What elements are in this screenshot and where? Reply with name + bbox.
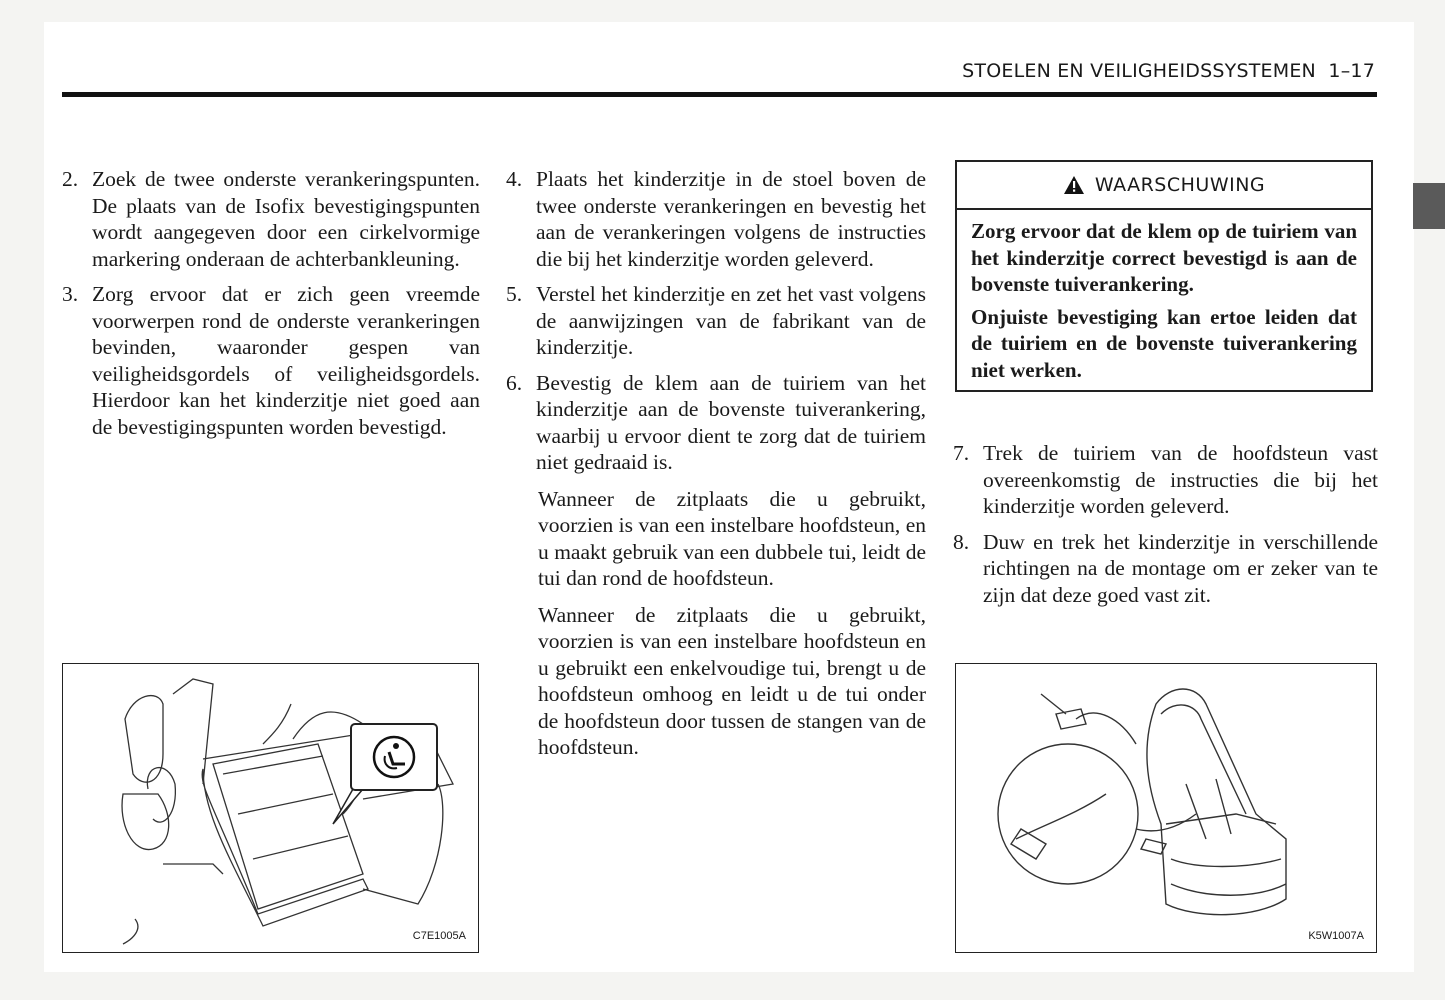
body-paragraph: Wanneer de zitplaats die u gebruikt, voorzien is van een instelbare hoofdsteun, en u maakt gebruik van een dubbele tui, leidt de tui dan rond de hoofdsteun.: [538, 486, 926, 590]
item-number: 5.: [506, 282, 523, 306]
figure-child-seat-tether: [955, 663, 1377, 953]
header-rule: [62, 92, 1377, 97]
item-number: 2.: [62, 167, 79, 191]
item-text: Trek de tuiriem van de hoofdsteun vast overeenkomstig de instructies die bij het kinderzitje worden geleverd.: [983, 441, 1378, 518]
list-item: [62, 166, 480, 272]
child-seat-tether-illustration: [956, 664, 1376, 952]
list-item: [953, 440, 1378, 520]
list-item: [506, 166, 926, 272]
left-column: [62, 166, 480, 449]
right-column: [953, 440, 1378, 617]
item-number: 3.: [62, 282, 79, 306]
item-number: 6.: [506, 370, 523, 395]
item-number: 7.: [953, 441, 970, 465]
item-number: 4.: [506, 167, 523, 191]
warning-body: [957, 210, 1371, 383]
rear-seat-illustration: [63, 664, 478, 952]
body-paragraph: Wanneer de zitplaats die u gebruikt, voorzien is van een instelbare hoofdsteun en u gebruikt een enkelvoudige tui, brengt u de hoofdsteun omhoog en leidt u de tui onder de hoofdsteun door tussen de stangen van de hoofdsteun.: [538, 602, 926, 759]
page-number: 1–17: [1328, 60, 1375, 82]
item-text: Bevestig de klem aan de tuiriem van het kinderzitje aan de bovenste tuiverankering, waarbij u ervoor dient te zorg dat de tuiriem niet gedraaid is.: [536, 370, 926, 474]
figure-code: C7E1005A: [412, 930, 466, 942]
warning-title: WAARSCHUWING: [1094, 174, 1266, 196]
item-text: Zorg ervoor dat er zich geen vreemde voorwerpen rond de onderste verankeringen bevinden, waaronder gespen van veiligheidsgordels of veiligheidsgordels. Hierdoor kan het kinderzitje niet goed aan de bevestigingspunten worden bevestigd.: [92, 282, 480, 439]
list-item: [953, 529, 1378, 609]
page-header: [962, 60, 1375, 82]
list-item: [506, 281, 926, 361]
warning-paragraph: Zorg ervoor dat de klem op de tuiriem van het kinderzitje correct bevestigd is aan de bovenste tuiverankering.: [971, 219, 1357, 296]
warning-triangle-icon: [1063, 175, 1085, 195]
figure-code: K5W1007A: [1308, 930, 1364, 942]
isofix-callout: [333, 724, 437, 824]
item-text: Plaats het kinderzitje in de stoel boven de twee onderste verankeringen en bevestig het aan de verankeringen volgens de instructies die bij het kinderzitje worden geleverd.: [536, 167, 926, 271]
list-item: [62, 281, 480, 440]
warning-paragraph: Onjuiste bevestiging kan ertoe leiden dat de tuiriem en de bovenste tuiverankering niet werken.: [971, 304, 1357, 382]
item-number: 8.: [953, 529, 970, 554]
section-tab-marker: [1413, 183, 1445, 229]
middle-column: [506, 166, 926, 771]
list-item: [506, 370, 926, 476]
section-title: STOELEN EN VEILIGHEIDSSYSTEMEN: [962, 60, 1316, 82]
item-text: Duw en trek het kinderzitje in verschillende richtingen na de montage om er zeker van te zijn dat deze goed vast zit.: [983, 529, 1378, 607]
item-text: Zoek de twee onderste verankeringspunten. De plaats van de Isofix bevestigingspunten wordt aangegeven door een cirkelvormige markering onderaan de achterbankleuning.: [92, 167, 480, 271]
figure-rear-seat: [62, 663, 479, 953]
warning-box: [955, 160, 1373, 392]
item-text: Verstel het kinderzitje en zet het vast volgens de aanwijzingen van de fabrikant van de kinderzitje.: [536, 282, 926, 359]
warning-header: [957, 162, 1371, 210]
